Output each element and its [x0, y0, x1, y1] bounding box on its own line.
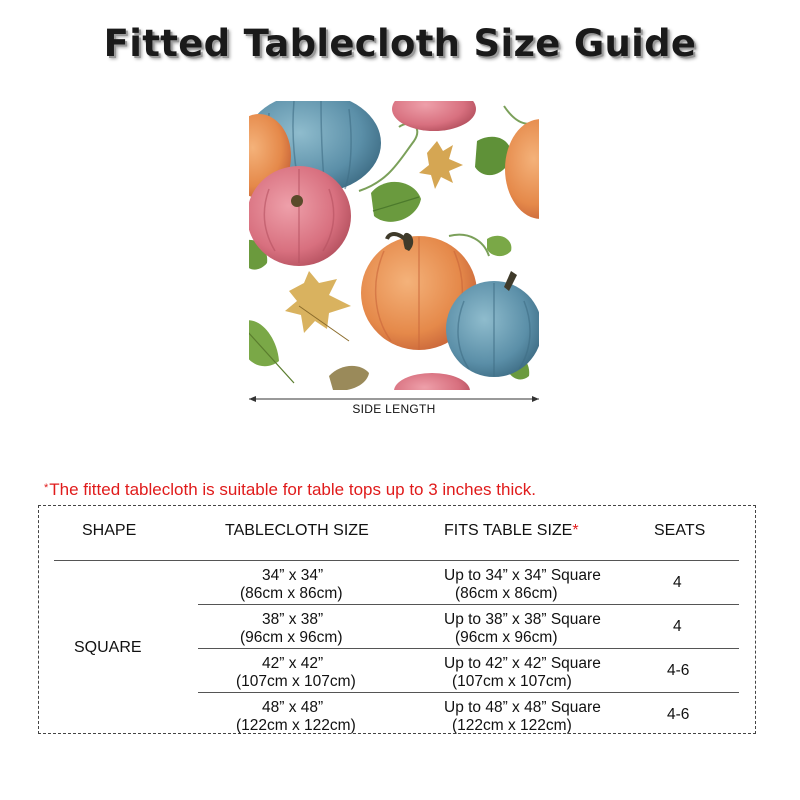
row3-fits-cm: (107cm x 107cm) [452, 673, 572, 690]
row4-seats: 4-6 [667, 706, 690, 723]
row2-size-in: 38” x 38” [262, 611, 324, 628]
row4-size-in: 48” x 48” [262, 699, 324, 716]
row2-size-cm: (96cm x 96cm) [240, 629, 343, 646]
maple-leaf-1-icon [285, 271, 351, 341]
row1-fits-cm: (86cm x 86cm) [455, 585, 558, 602]
pink-pumpkin-left-icon [249, 166, 351, 266]
size-table [38, 505, 756, 734]
row4-size-cm: (122cm x 122cm) [236, 717, 356, 734]
pumpkin-pattern-illustration [249, 101, 539, 390]
row1-fits: Up to 34” x 34” Square [444, 567, 601, 584]
orange-pumpkin-right-icon [505, 119, 539, 219]
row-divider-1 [198, 604, 739, 605]
row1-size-in: 34” x 34” [262, 567, 324, 584]
header-tablecloth-size: TABLECLOTH SIZE [225, 522, 369, 539]
row3-fits: Up to 42” x 42” Square [444, 655, 601, 672]
header-fits-asterisk: * [572, 522, 579, 539]
header-seats: SEATS [654, 522, 706, 539]
row2-seats: 4 [673, 618, 682, 635]
row2-fits-cm: (96cm x 96cm) [455, 629, 558, 646]
header-shape: SHAPE [82, 522, 137, 539]
row1-size-cm: (86cm x 86cm) [240, 585, 343, 602]
pink-pumpkin-bottom-icon [394, 373, 470, 390]
thickness-note [44, 480, 536, 500]
page-title: Fitted Tablecloth Size Guide [103, 22, 697, 65]
header-fits-label: FITS TABLE SIZE [444, 522, 573, 539]
row1-seats: 4 [673, 574, 682, 591]
pink-pumpkin-top-icon [392, 101, 476, 131]
leaf-green-5-icon [487, 236, 511, 256]
row3-seats: 4-6 [667, 662, 690, 679]
leaf-green-1-icon [371, 182, 421, 222]
row3-size-in: 42” x 42” [262, 655, 324, 672]
side-length-label: SIDE LENGTH [352, 402, 436, 416]
leaf-green-3-icon [249, 320, 294, 383]
header-fits-table-size [444, 522, 579, 540]
row2-fits: Up to 38” x 38” Square [444, 611, 601, 628]
tablecloth-pattern-image [249, 101, 539, 390]
note-text: The fitted tablecloth is suitable for table tops up to 3 inches thick. [49, 480, 536, 499]
row3-size-cm: (107cm x 107cm) [236, 673, 356, 690]
row4-fits-cm: (122cm x 122cm) [452, 717, 572, 734]
row-divider-2 [198, 648, 739, 649]
header-divider [54, 560, 739, 561]
maple-leaf-2-icon [419, 141, 463, 189]
row4-fits: Up to 48” x 48” Square [444, 699, 601, 716]
shape-square-cell: SQUARE [74, 639, 142, 656]
note-asterisk: * [44, 482, 49, 494]
row-divider-3 [198, 692, 739, 693]
leaf-brown-icon [329, 366, 369, 390]
